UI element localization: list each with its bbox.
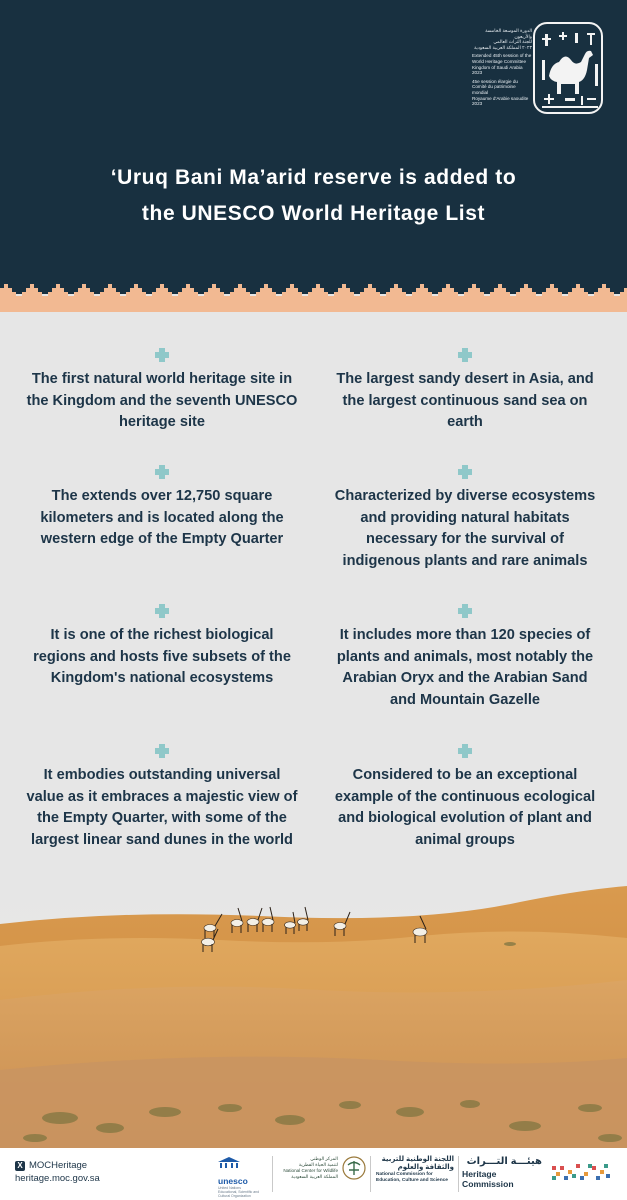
session-en-line3: Kingdom of Saudi Arabia 2023 bbox=[472, 64, 523, 76]
fact-item bbox=[329, 465, 601, 572]
fact-item bbox=[329, 744, 601, 851]
session-fr-line1: 45e session élargie du bbox=[472, 78, 518, 84]
ncw-logo bbox=[276, 1156, 366, 1180]
decorative-border bbox=[0, 282, 627, 312]
fact-text: It is one of the richest biological regions and hosts five subsets of the Kingdom's national ecosystems bbox=[33, 627, 291, 686]
plus-icon bbox=[458, 348, 472, 362]
plus-icon bbox=[155, 744, 169, 758]
title-line-2: the UNESCO World Heritage List bbox=[141, 202, 486, 225]
fact-text: Considered to be an exceptional example of the continuous ecological and biological evolution of plant and animal groups bbox=[334, 767, 596, 848]
fact-text: It embodies outstanding universal value as it embraces a majestic view of the Empty Quarter, with some of the largest linear sand dunes in the world bbox=[26, 767, 298, 848]
session-en-line1: Extended 45th session of the bbox=[472, 53, 532, 59]
divider bbox=[272, 1156, 273, 1192]
ncec-en-line1: National Commission for bbox=[376, 1172, 433, 1177]
divider bbox=[458, 1156, 459, 1192]
page-title bbox=[40, 160, 587, 232]
plus-icon bbox=[155, 348, 169, 362]
plus-icon bbox=[155, 465, 169, 479]
fact-text: The largest sandy desert in Asia, and the largest continuous sand sea on earth bbox=[336, 371, 594, 430]
title-line-1: ‘Uruq Bani Ma’arid reserve is added to bbox=[110, 166, 517, 189]
ncec-ar-line1: اللجنة الوطنية للتربية bbox=[381, 1156, 454, 1163]
unesco-sub2: Educational, Scientific and bbox=[218, 1190, 260, 1194]
fact-item bbox=[329, 348, 601, 434]
unesco-logo bbox=[218, 1156, 268, 1198]
fact-text: The first natural world heritage site in the Kingdom and the seventh UNESCO heritage site bbox=[26, 371, 298, 430]
palm-emblem-icon bbox=[342, 1156, 366, 1180]
fact-item bbox=[26, 348, 298, 434]
header bbox=[0, 0, 627, 292]
ncw-ar-line2: لتنمية الحياة الفطرية bbox=[298, 1162, 338, 1167]
fact-text: The extends over 12,750 square kilometers and is located along the western edge of the Empty Quarter bbox=[40, 488, 284, 547]
session-ar-line3: ٢٠٢٣ المملكة العربية السعودية bbox=[474, 44, 532, 50]
ncec-en-line2: Education, Culture and Science bbox=[376, 1178, 448, 1183]
session-fr-line2: Comité du patrimoine mondial bbox=[472, 84, 516, 95]
desert-image bbox=[0, 880, 627, 1148]
ncec-logo bbox=[376, 1156, 454, 1184]
social-links bbox=[15, 1159, 100, 1185]
fact-item bbox=[329, 604, 601, 711]
fact-text: It includes more than 120 species of plants and animals, most notably the Arabian Oryx and the Arabian Sand and Mountain Gazelle bbox=[336, 627, 594, 708]
session-en-line2: World Heritage Committee bbox=[472, 58, 527, 64]
ncw-ar-line1: المركز الوطني bbox=[310, 1156, 338, 1161]
unesco-sub1: United Nations bbox=[218, 1186, 241, 1190]
plus-icon bbox=[458, 604, 472, 618]
camel-emblem-icon bbox=[533, 22, 603, 114]
session-fr-line3: Royaume d'Arabie saoudite 2023 bbox=[472, 95, 529, 107]
ncw-ar-line3: المملكة العربية السعودية bbox=[291, 1174, 338, 1179]
unesco-temple-icon bbox=[218, 1157, 240, 1169]
plus-icon bbox=[458, 465, 472, 479]
fact-text: Characterized by diverse ecosystems and providing natural habitats necessary for the survival of indigenous plants and rare animals bbox=[334, 488, 596, 569]
plus-icon bbox=[155, 604, 169, 618]
x-handle[interactable]: MOCHeritage bbox=[29, 1160, 88, 1171]
plus-icon bbox=[458, 744, 472, 758]
unesco-sub3: Cultural Organization bbox=[218, 1194, 251, 1198]
heritage-commission-logo bbox=[462, 1156, 542, 1189]
heritage-pattern-icon bbox=[550, 1162, 612, 1184]
footer bbox=[0, 1148, 627, 1200]
divider bbox=[370, 1156, 371, 1192]
fact-item bbox=[26, 465, 298, 551]
session-ar-line2: للجنة التراث العالمي bbox=[493, 39, 532, 45]
fact-item bbox=[26, 604, 298, 690]
ncec-ar-line2: والثقافة والعلوم bbox=[397, 1164, 454, 1171]
session-ar-line1: الدورة الموسعة الخامسة والأربعون bbox=[485, 28, 532, 39]
hc-ar: هيئـــة التـــراث bbox=[466, 1156, 542, 1167]
hc-en: Heritage Commission bbox=[462, 1169, 514, 1189]
unesco-name: unesco bbox=[218, 1176, 248, 1186]
website-link[interactable]: heritage.moc.gov.sa bbox=[15, 1173, 100, 1184]
fact-item bbox=[26, 744, 298, 851]
ncw-en: National Center for Wildlife bbox=[283, 1168, 338, 1173]
session-info bbox=[472, 28, 532, 107]
x-icon: X bbox=[15, 1161, 25, 1171]
